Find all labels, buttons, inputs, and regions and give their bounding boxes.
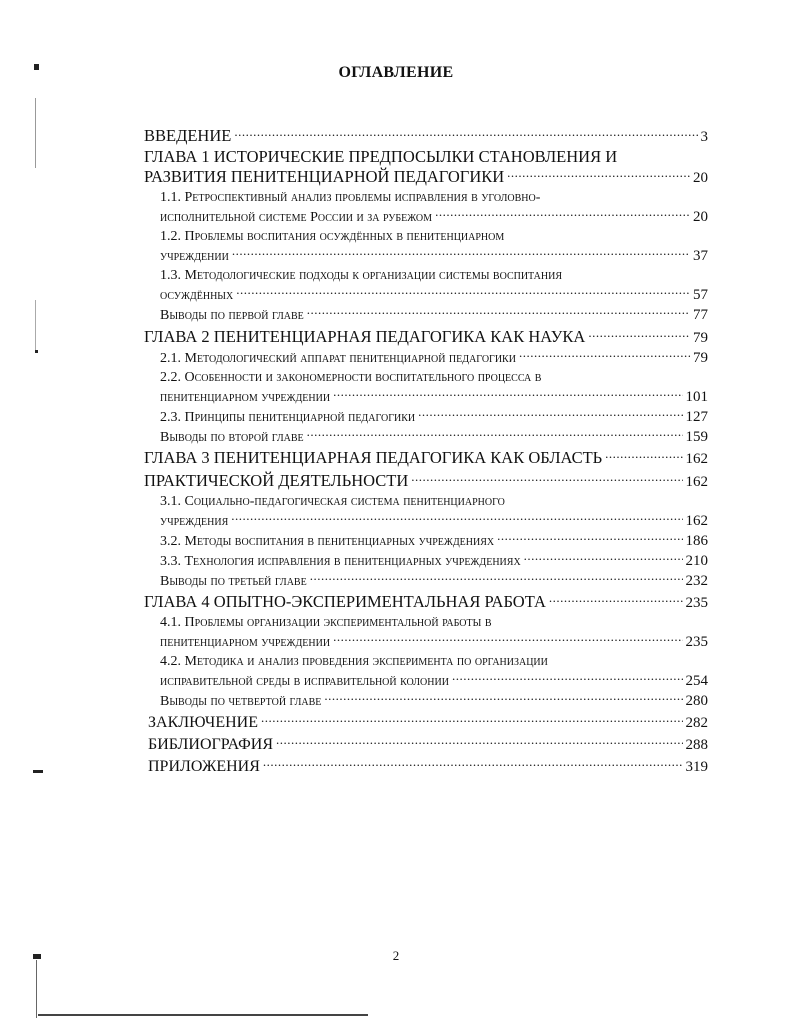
toc-entry-title: пенитенциарном учреждении xyxy=(160,389,331,405)
toc-entry-page: 235 xyxy=(685,634,708,650)
scan-artifact-dot xyxy=(35,350,38,353)
toc-entry-row xyxy=(160,348,708,368)
toc-entry-title-line: 1.2. Проблемы воспитания осуждённых в пенитенциарном xyxy=(160,229,505,244)
toc-entry-page: 319 xyxy=(685,759,708,775)
toc-entry-row xyxy=(148,733,708,755)
dot-leader xyxy=(310,571,683,585)
dot-leader xyxy=(605,447,682,464)
toc-entry-title-line: ГЛАВА 1 ИСТОРИЧЕСКИЕ ПРЕДПОСЫЛКИ СТАНОВЛЕНИЯ И xyxy=(144,146,618,166)
toc-entry[interactable] xyxy=(144,124,708,147)
toc-entry[interactable] xyxy=(144,188,708,227)
dot-leader xyxy=(435,207,690,221)
toc-entry-title: ГЛАВА 4 ОПЫТНО-ЭКСПЕРИМЕНТАЛЬНАЯ РАБОТА xyxy=(144,592,546,611)
toc-entry-row xyxy=(160,551,708,571)
toc-entry-page: 37 xyxy=(693,248,708,264)
toc-entry-page: 282 xyxy=(685,715,708,731)
toc-entry-page: 159 xyxy=(685,428,708,445)
toc-entry-row xyxy=(148,711,708,733)
dot-leader xyxy=(549,591,683,608)
toc-entry[interactable] xyxy=(144,571,708,591)
toc-entry-title-line: 3.1. Социально-педагогическая система пенитенциарного xyxy=(160,493,505,509)
toc-entry[interactable] xyxy=(144,469,708,492)
toc-entry-row xyxy=(160,246,708,266)
toc-entry[interactable] xyxy=(144,368,708,407)
dot-leader xyxy=(333,387,682,401)
toc-entry-page: 254 xyxy=(685,673,708,689)
toc-entry-title: БИБЛИОГРАФИЯ xyxy=(148,736,274,753)
toc-entry-title: учреждении xyxy=(160,249,229,264)
toc-entry-page: 186 xyxy=(685,532,708,549)
toc-entry-page: 79 xyxy=(693,349,708,366)
dot-leader xyxy=(324,691,682,705)
toc-entry-page: 20 xyxy=(693,209,708,225)
toc-entry-title: Выводы по четвертой главе xyxy=(160,694,322,709)
dot-leader xyxy=(588,325,690,342)
toc-entry-page: 162 xyxy=(685,512,708,529)
dot-leader xyxy=(519,348,690,362)
toc-entry-row xyxy=(160,285,708,305)
toc-entry-title: ГЛАВА 3 ПЕНИТЕНЦИАРНАЯ ПЕДАГОГИКА КАК ОБЛАСТЬ xyxy=(144,448,603,467)
toc-entry[interactable] xyxy=(144,266,708,305)
scan-artifact-line xyxy=(35,300,36,350)
toc-entry-title: 2.3. Принципы пенитенциарной педагогики xyxy=(160,409,416,425)
toc-entry[interactable] xyxy=(144,652,708,691)
toc-entry-title-line: 4.1. Проблемы организации экспериментальной работы в xyxy=(160,615,492,630)
toc-entry[interactable] xyxy=(144,531,708,551)
toc-entry-title: ВВЕДЕНИЕ xyxy=(144,125,232,145)
toc-entry-row xyxy=(160,531,708,551)
toc-entry-page: 57 xyxy=(693,287,708,303)
toc-entry-title: ГЛАВА 2 ПЕНИТЕНЦИАРНАЯ ПЕДАГОГИКА КАК НАУКА xyxy=(144,326,586,346)
toc-entry-page: 3 xyxy=(700,128,708,145)
toc-entry[interactable] xyxy=(144,551,708,571)
toc-entry-title: учреждения xyxy=(160,513,229,529)
toc-entry-row xyxy=(160,407,708,427)
toc-entry-title-line: 1.3. Методологические подходы к организации системы воспитания xyxy=(160,268,563,283)
dot-leader xyxy=(261,711,683,727)
dot-leader xyxy=(333,632,682,646)
toc-entry-page: 79 xyxy=(693,329,708,346)
dot-leader xyxy=(236,285,690,299)
toc-entry-page: 162 xyxy=(685,473,708,490)
toc-entry-page: 101 xyxy=(685,388,708,405)
toc-entry[interactable] xyxy=(144,305,708,325)
scan-artifact-mid xyxy=(33,770,43,773)
toc-entry-title-line: 4.2. Методика и анализ проведения эксперимента по организации xyxy=(160,654,548,669)
toc-entry-title: Выводы по второй главе xyxy=(160,429,304,445)
dot-leader xyxy=(263,755,683,771)
toc-entry-row xyxy=(144,469,708,492)
toc-entry-row xyxy=(144,591,708,614)
toc-entry-row xyxy=(160,691,708,711)
toc-entry[interactable] xyxy=(144,711,708,733)
toc-entry-title: ПРИЛОЖЕНИЯ xyxy=(148,758,260,775)
table-of-contents xyxy=(144,124,708,777)
toc-entry[interactable] xyxy=(144,691,708,711)
toc-entry-title: ЗАКЛЮЧЕНИЕ xyxy=(148,714,258,731)
dot-leader xyxy=(234,124,697,141)
toc-entry[interactable] xyxy=(144,227,708,266)
toc-entry-row xyxy=(160,207,708,227)
toc-entry-title: 3.3. Технология исправления в пенитенциарных учреждениях xyxy=(160,553,521,569)
toc-entry-title-line: 1.1. Ретроспективный анализ проблемы исправления в уголовно- xyxy=(160,190,541,205)
toc-entry-row xyxy=(144,124,708,147)
toc-entry-page: 210 xyxy=(685,552,708,569)
toc-entry-row xyxy=(144,166,708,189)
dot-leader xyxy=(497,531,682,545)
scan-artifact-line xyxy=(36,960,37,1018)
toc-entry-page: 232 xyxy=(685,572,708,589)
toc-entry[interactable] xyxy=(144,427,708,447)
toc-entry-row xyxy=(148,755,708,777)
dot-leader xyxy=(232,246,690,260)
toc-entry-page: 235 xyxy=(685,595,708,611)
toc-entry[interactable] xyxy=(144,407,708,427)
toc-entry[interactable] xyxy=(144,147,708,189)
dot-leader xyxy=(307,427,683,441)
toc-entry-row xyxy=(160,571,708,591)
dot-leader xyxy=(452,671,683,685)
toc-entry-row xyxy=(160,305,708,325)
dot-leader xyxy=(418,407,682,421)
page-number: 2 xyxy=(392,948,400,963)
page-title: ОГЛАВЛЕНИЕ xyxy=(338,64,454,81)
dot-leader xyxy=(524,551,683,565)
dot-leader xyxy=(411,469,682,486)
dot-leader xyxy=(276,733,682,749)
toc-entry-title: Выводы по третьей главе xyxy=(160,573,307,589)
toc-entry-page: 127 xyxy=(685,408,708,425)
toc-entry-title: пенитенциарном учреждении xyxy=(160,635,331,650)
toc-entry-title-line: 2.2. Особенности и закономерности воспитательного процесса в xyxy=(160,369,542,385)
toc-entry[interactable] xyxy=(144,613,708,652)
toc-entry-page: 288 xyxy=(685,737,708,753)
toc-entry[interactable] xyxy=(144,447,708,470)
scan-artifact-line xyxy=(35,98,36,168)
toc-entry-row xyxy=(160,387,708,407)
toc-entry-row xyxy=(160,671,708,691)
toc-entry-row xyxy=(160,511,708,531)
toc-entry-title: Выводы по первой главе xyxy=(160,308,304,323)
toc-entry-title: ПРАКТИЧЕСКОЙ ДЕЯТЕЛЬНОСТИ xyxy=(144,470,409,490)
toc-entry-title: осуждённых xyxy=(160,288,234,303)
toc-entry-row xyxy=(160,427,708,447)
dot-leader xyxy=(507,166,690,183)
toc-entry[interactable] xyxy=(144,591,708,614)
toc-entry-row xyxy=(160,632,708,652)
dot-leader xyxy=(231,511,682,525)
toc-entry-page: 162 xyxy=(685,451,708,467)
toc-entry-page: 77 xyxy=(693,307,708,323)
toc-entry-row xyxy=(144,447,708,470)
toc-entry-title: РАЗВИТИЯ ПЕНИТЕНЦИАРНОЙ ПЕДАГОГИКИ xyxy=(144,167,505,186)
toc-entry-title: исправительной среды в исправительной колонии xyxy=(160,674,449,689)
toc-entry[interactable] xyxy=(144,492,708,531)
scan-artifact-bottom xyxy=(38,1014,368,1016)
toc-entry[interactable] xyxy=(144,733,708,755)
toc-entry-page: 20 xyxy=(693,170,708,186)
toc-entry-title: 2.1. Методологический аппарат пенитенциарной педагогики xyxy=(160,350,516,366)
toc-entry[interactable] xyxy=(144,325,708,348)
toc-entry-page: 280 xyxy=(685,693,708,709)
toc-entry-title: 3.2. Методы воспитания в пенитенциарных учреждениях xyxy=(160,533,495,549)
toc-entry-row xyxy=(144,325,708,348)
toc-entry-title: исполнительной системе России и за рубежом xyxy=(160,210,433,225)
dot-leader xyxy=(307,305,690,319)
toc-entry[interactable] xyxy=(144,755,708,777)
toc-entry[interactable] xyxy=(144,348,708,368)
